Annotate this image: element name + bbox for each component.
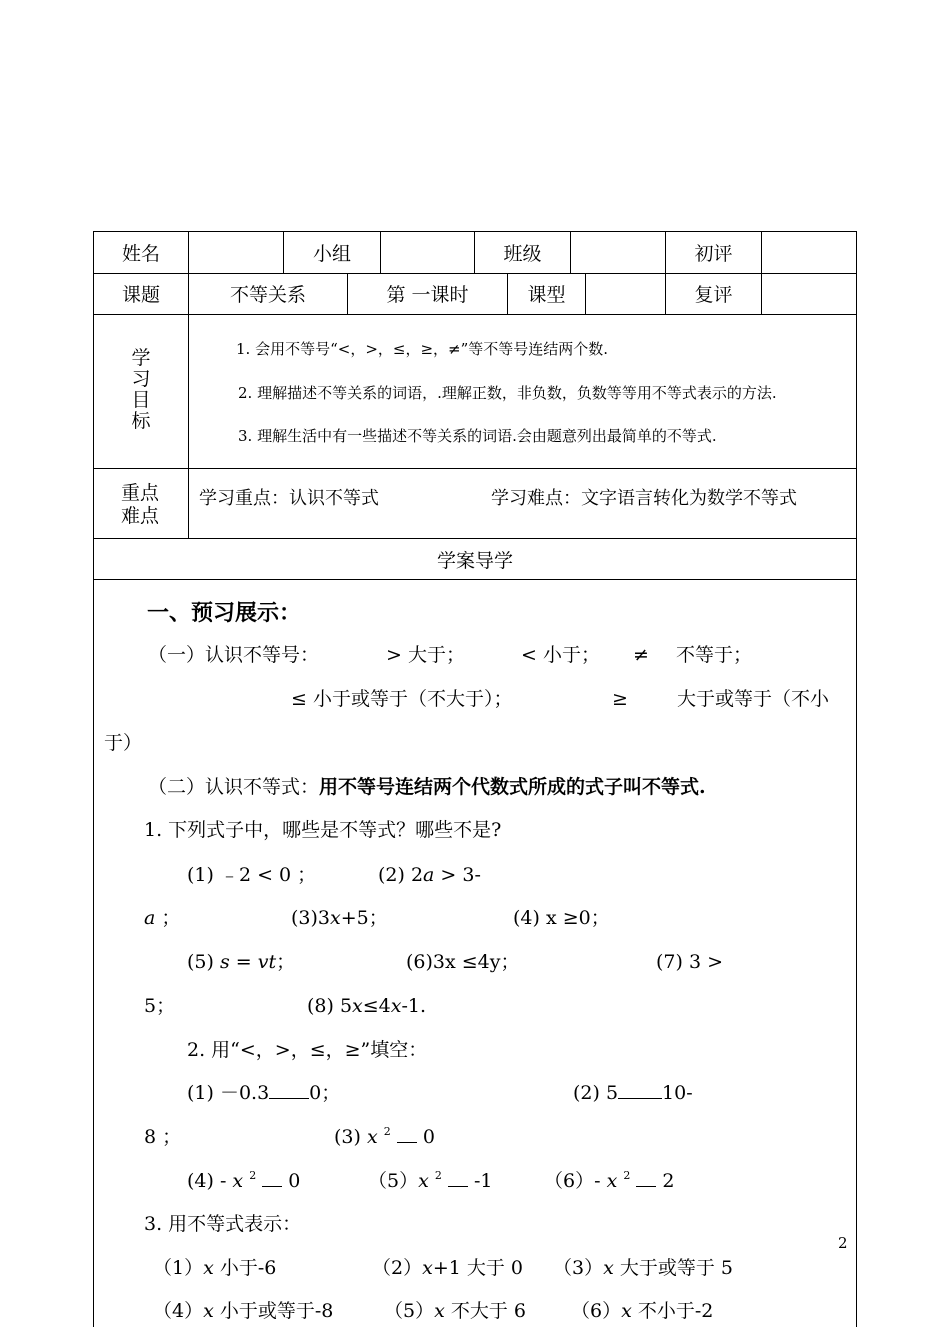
col-divider (188, 314, 189, 538)
topic-label: 课题 (121, 284, 160, 306)
greater-equal-def: 大于或等于（不小 (677, 688, 830, 710)
not-equal-def: 不等于； (676, 644, 753, 666)
objective-item: 1. 会用不等号“<，>，≤，≥，≠”等不等号连结两个数. (236, 340, 609, 358)
q1-expr-7: (7) 3 > (656, 951, 724, 973)
q2-expr-2-wrap: 8 ； (144, 1126, 182, 1148)
q3-item-5: （5）x 不大于 6 (384, 1300, 526, 1322)
q2-expr-5: （5）x $^2$ -1 (368, 1169, 493, 1192)
class-field[interactable] (571, 231, 665, 273)
row-divider (93, 314, 857, 315)
objectives-label: 学 习 目 标 (131, 347, 151, 432)
q2-expr-6: （6）- x $^2$ 2 (544, 1169, 675, 1192)
q2-expr-2: (2) 5 10- (573, 1082, 693, 1104)
greater-equal-symbol: ≥ (612, 688, 628, 710)
less-equal-def: ≤ 小于或等于（不大于）； (291, 688, 513, 710)
name-label: 姓名 (121, 242, 160, 265)
q3-item-6: （6）x 不小于-2 (571, 1300, 714, 1322)
part1-intro: （一）认识不等号： (148, 644, 320, 666)
q1-expr-3: (3)3x+5； (291, 907, 388, 929)
greater-than-def: > 大于； (386, 644, 465, 666)
q3-item-2: （2）x+1 大于 0 (372, 1257, 523, 1279)
q3-item-3: （3）x 大于或等于 5 (553, 1257, 733, 1279)
part2-line (148, 778, 706, 797)
answer-blank[interactable] (618, 1097, 662, 1099)
q2-expr-1: (1) －0.3 0； (187, 1082, 341, 1104)
section-heading: 一、预习展示： (147, 600, 302, 626)
not-equal-symbol: ≠ (633, 644, 649, 666)
objective-item: 3. 理解生活中有一些描述不等关系的词语.会由题意列出最简单的不等式. (238, 427, 717, 445)
answer-blank[interactable] (636, 1185, 656, 1187)
q1-expr-8: (8) 5x≤4x-1. (307, 995, 427, 1017)
answer-blank[interactable] (448, 1185, 468, 1187)
q1-expr-6: (6)3x ≤4y； (406, 951, 520, 973)
learning-focus: 学习重点：认识不等式 (199, 488, 379, 509)
type-field[interactable] (586, 273, 665, 314)
q1-expr-5: (5) s = vt； (187, 951, 296, 973)
first-review-label: 初评 (694, 242, 733, 265)
type-label: 课型 (527, 284, 566, 306)
section-title: 学案导学 (436, 549, 513, 572)
q1-expr-1: (1) ﹣2 < 0 ； (187, 864, 317, 886)
name-field[interactable] (189, 231, 283, 273)
row-divider (93, 579, 857, 580)
q1-expr-2: (2) 2a > 3- (378, 864, 481, 886)
topic-value: 不等关系 (229, 284, 306, 306)
q1-expr-7-wrap: 5； (144, 995, 176, 1017)
period-label: 第 一课时 (386, 284, 469, 306)
second-review-field[interactable] (762, 273, 855, 314)
q3-title: 3. 用不等式表示： (144, 1213, 302, 1235)
inequality-definition: 用不等号连结两个代数式所成的式子叫不等式. (319, 776, 706, 798)
greater-equal-wrap: 于） (104, 732, 143, 754)
less-than-def: < 小于； (521, 644, 600, 666)
answer-blank[interactable] (397, 1141, 417, 1143)
objective-item: 2. 理解描述不等关系的词语，.理解正数，非负数，负数等等用不等式表示的方法. (238, 384, 777, 402)
q3-item-1: （1）x 小于-6 (153, 1257, 277, 1279)
q2-expr-4: (4) - x $^2$ 0 (187, 1169, 301, 1192)
q2-expr-3: (3) x $^2$ 0 (334, 1125, 435, 1148)
q1-expr-4: (4) x ≥0； (513, 907, 610, 929)
page-number: 2 (838, 1234, 848, 1252)
q1-expr-2-wrap: a ； (144, 907, 181, 929)
group-field[interactable] (381, 231, 474, 273)
answer-blank[interactable] (262, 1185, 282, 1187)
row-divider (93, 468, 857, 469)
first-review-field[interactable] (762, 231, 855, 273)
q2-title: 2. 用“<，>，≤，≥”填空： (187, 1039, 428, 1061)
class-label: 班级 (503, 242, 542, 265)
group-label: 小组 (312, 242, 351, 265)
key-points-label-1: 重点 (121, 482, 160, 504)
q1-title: 1. 下列式子中，哪些是不等式？哪些不是? (144, 819, 502, 841)
learning-difficulty: 学习难点：文字语言转化为数学不等式 (491, 488, 797, 509)
key-points-label-2: 难点 (121, 505, 160, 527)
q3-item-4: （4）x 小于或等于-8 (153, 1300, 334, 1322)
answer-blank[interactable] (269, 1097, 309, 1099)
second-review-label: 复评 (694, 284, 733, 306)
part2-intro: （二）认识不等式： (148, 776, 320, 798)
